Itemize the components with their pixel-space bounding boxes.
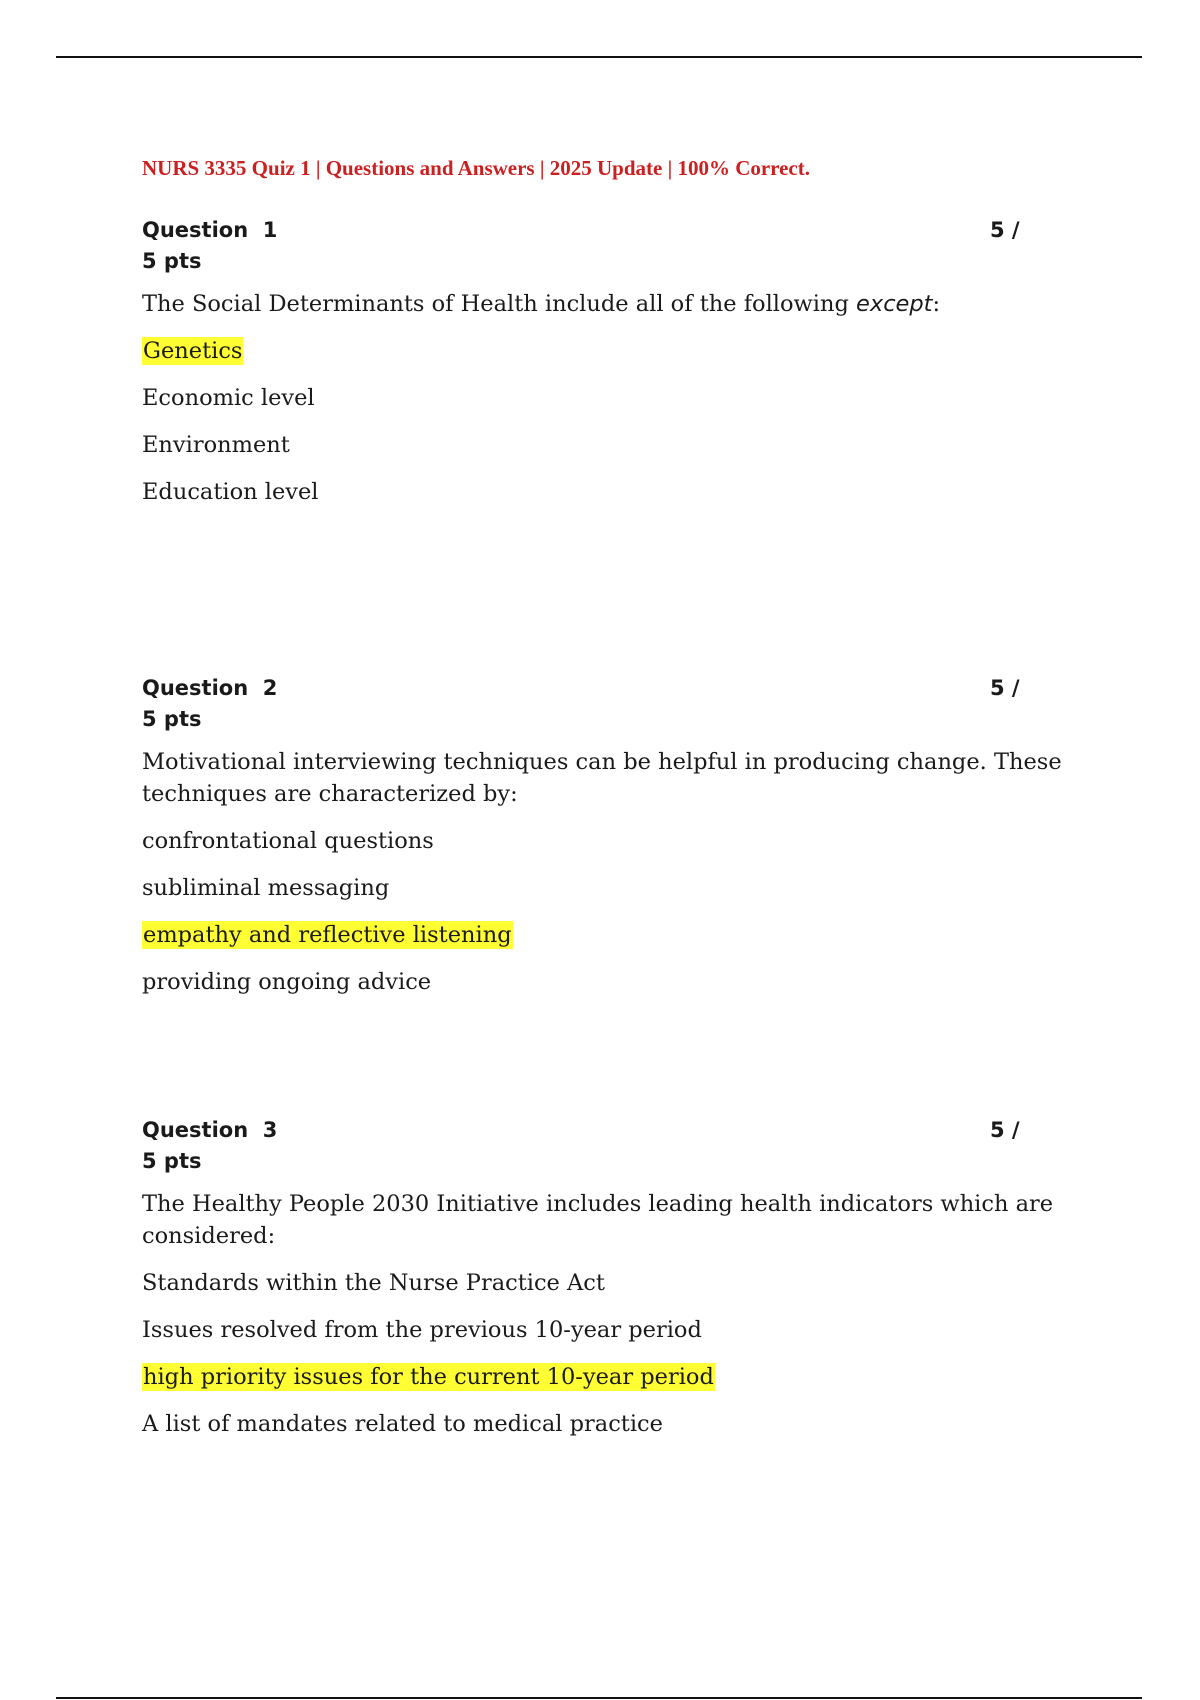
question-text-end: : [932, 291, 941, 317]
question-label: Question 3 [142, 1118, 278, 1142]
option-text: Genetics [143, 338, 243, 364]
question-header [142, 672, 1062, 734]
option-text: confrontational questions [142, 828, 434, 854]
question-1 [142, 214, 1062, 508]
question-text-emphasis: except [856, 291, 933, 317]
answer-option [142, 1267, 1062, 1299]
question-points: 5 pts [142, 1149, 202, 1173]
option-text: Education level [142, 479, 319, 505]
question-text-start: The Social Determinants of Health include all of the following [142, 291, 857, 317]
question-score: 5 / [990, 676, 1020, 700]
option-text: Issues resolved from the previous 10-year period [142, 1317, 702, 1343]
footer-rule [56, 1697, 1142, 1699]
answer-option-correct [142, 335, 1062, 367]
question-label: Question 2 [142, 676, 278, 700]
answer-option-correct [142, 1361, 1062, 1393]
answer-option [142, 429, 1062, 461]
question-label: Question 1 [142, 218, 278, 242]
question-header [142, 1114, 1062, 1176]
question-text: The Healthy People 2030 Initiative includes leading health indicators which are considered: [142, 1191, 1054, 1249]
question-3 [142, 1114, 1062, 1440]
question-score: 5 / [990, 218, 1020, 242]
answer-option [142, 872, 1062, 904]
answer-option [142, 825, 1062, 857]
option-text: A list of mandates related to medical practice [142, 1411, 663, 1437]
answer-option-correct [142, 919, 1062, 951]
option-text: high priority issues for the current 10-year period [143, 1364, 714, 1390]
answer-option [142, 382, 1062, 414]
option-text: Economic level [142, 385, 315, 411]
answer-option [142, 966, 1062, 998]
option-text: Standards within the Nurse Practice Act [142, 1270, 605, 1296]
question-points: 5 pts [142, 249, 202, 273]
question-header [142, 214, 1062, 276]
answer-option [142, 1314, 1062, 1346]
document-title: NURS 3335 Quiz 1 | Questions and Answers | 2025 Update | 100% Correct. [142, 156, 811, 180]
question-text: Motivational interviewing techniques can be helpful in producing change. These techniques are characterized by: [142, 749, 1062, 807]
option-text: providing ongoing advice [142, 969, 432, 995]
option-text: subliminal messaging [142, 875, 390, 901]
question-points: 5 pts [142, 707, 202, 731]
answer-option [142, 476, 1062, 508]
question-text [142, 288, 1062, 320]
option-text: empathy and reflective listening [143, 922, 512, 948]
answer-option [142, 1408, 1062, 1440]
option-text: Environment [142, 432, 290, 458]
question-score: 5 / [990, 1118, 1020, 1142]
header-rule [56, 56, 1142, 58]
question-2 [142, 672, 1062, 998]
